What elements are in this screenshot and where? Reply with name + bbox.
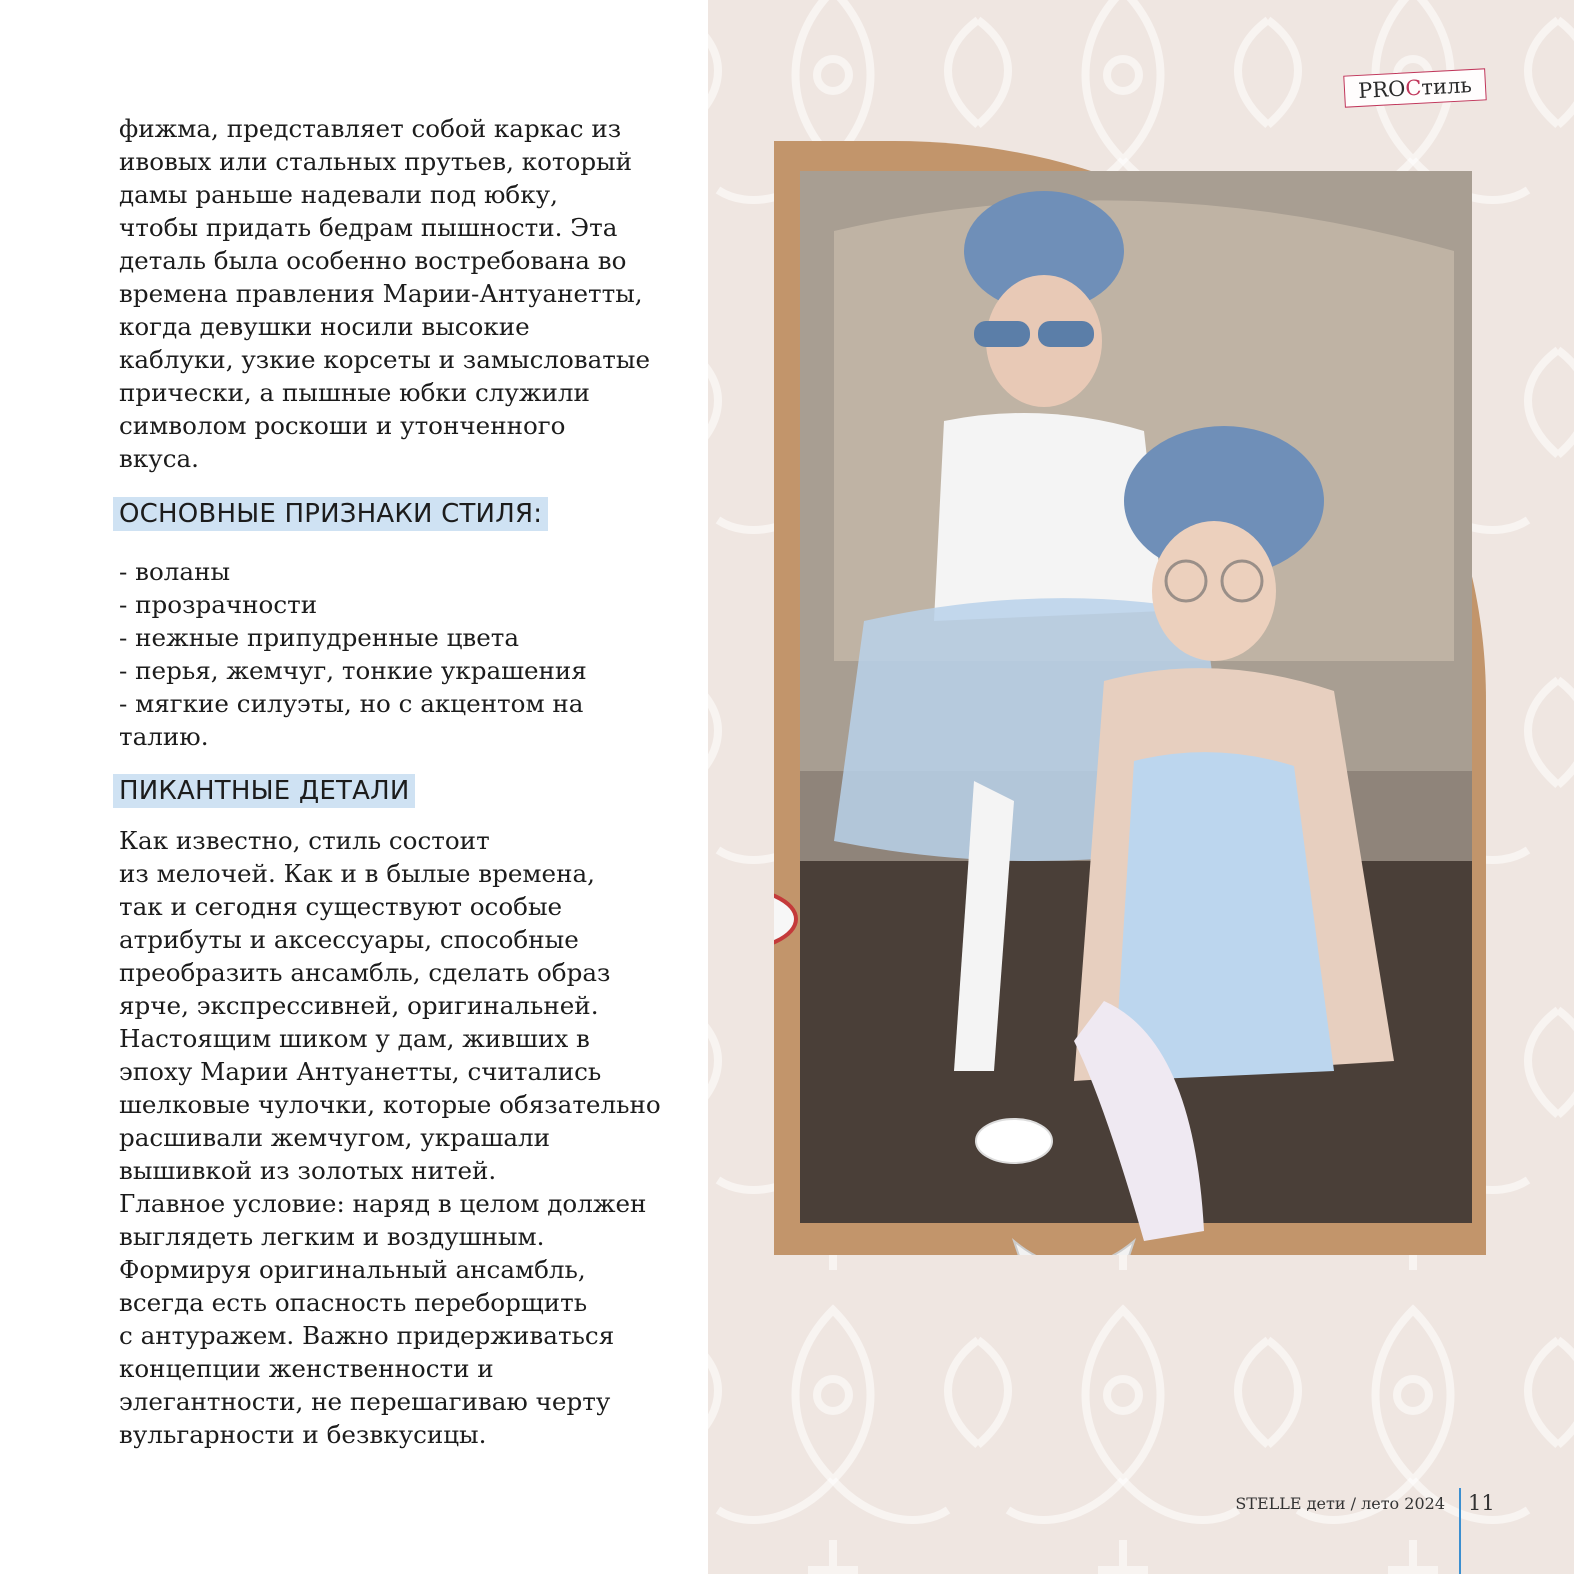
style-features-list: - воланы - прозрачности - нежные припудренные цвета - перья, жемчуг, тонкие украшения - мягкие силуэты, но с акцентом на талию. <box>119 557 587 751</box>
footer-divider <box>1459 1488 1461 1574</box>
page-number: 11 <box>1468 1491 1495 1515</box>
badge-accent: C <box>1404 75 1423 101</box>
photo <box>800 171 1472 1241</box>
face-right <box>1152 521 1276 661</box>
details-paragraph: Как известно, стиль состоит из мелочей. Как и в былые времена, так и сегодня существуют особые атрибуты и аксессуары, способные преобразить ансамбль, сделать образ ярче, экспрессивней, оригинальней. Настоящим шиком у дам, живших в эпоху Марии Антуанетты, считались шелковые чулочки, которые обязательно расшивали жемчугом, украшали вышивкой из золотых нитей. Главное условие: наряд в целом должен выглядеть легким и воздушным. Формируя оригинальный ансамбль, всегда есть опасность переборщить с антуражем. Важно придерживаться концепции женственности и элегантности, не перешагиваю черту вульгарности и безвкусицы. <box>119 826 661 1449</box>
details-heading: ПИКАНТНЫЕ ДЕТАЛИ <box>113 774 415 808</box>
badge-suffix: тиль <box>1420 73 1473 100</box>
shoe-icon <box>976 1119 1052 1163</box>
photo-frame <box>774 141 1486 1255</box>
footer-publication: STELLE дети / лето 2024 <box>1235 1494 1445 1513</box>
intro-paragraph: фижма, представляет собой каркас из ивовых или стальных прутьев, который дамы раньше надевали под юбку, чтобы придать бедрам пышности. Эта деталь была особенно востребована во времена правления Марии-Антуанетты, когда девушки носили высокие каблуки, узкие корсеты и замысловатые прически, а пышные юбки служили символом роскоши и утонченного вкуса. <box>119 114 651 473</box>
badge-prefix: PRO <box>1357 76 1406 103</box>
style-features-heading: ОСНОВНЫЕ ПРИЗНАКИ СТИЛЯ: <box>113 497 548 531</box>
